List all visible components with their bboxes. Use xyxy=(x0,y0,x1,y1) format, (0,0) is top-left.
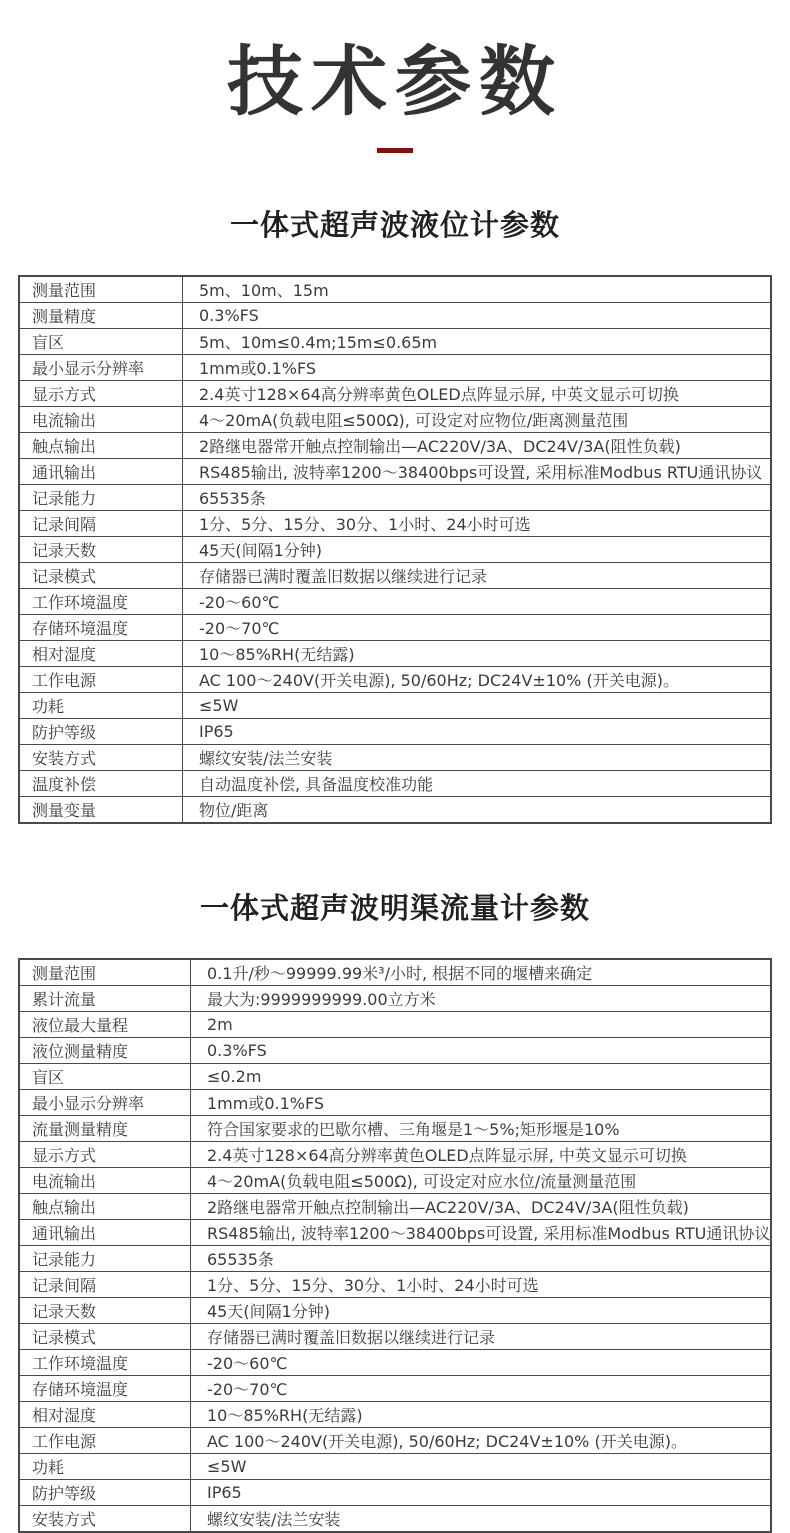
spec-value: 1分、5分、15分、30分、1小时、24小时可选 xyxy=(183,510,772,536)
table-row xyxy=(19,484,771,510)
table-row xyxy=(19,1401,771,1427)
spec-label: 液位最大量程 xyxy=(19,1011,191,1037)
spec-value: 10～85%RH(无结露) xyxy=(183,640,772,666)
spec-value: ≤0.2m xyxy=(191,1063,772,1089)
spec-label: 记录天数 xyxy=(19,536,183,562)
spec-label: 测量变量 xyxy=(19,796,183,823)
spec-value: -20～70℃ xyxy=(183,614,772,640)
spec-label: 记录模式 xyxy=(19,562,183,588)
spec-label: 记录能力 xyxy=(19,1245,191,1271)
table-row xyxy=(19,406,771,432)
spec-value: 存储器已满时覆盖旧数据以继续进行记录 xyxy=(183,562,772,588)
table-row xyxy=(19,562,771,588)
table-row xyxy=(19,1167,771,1193)
spec-label: 功耗 xyxy=(19,692,183,718)
table-row xyxy=(19,1375,771,1401)
spec-label: 安装方式 xyxy=(19,744,183,770)
table-row xyxy=(19,985,771,1011)
spec-value: 4～20mA(负载电阻≤500Ω), 可设定对应水位/流量测量范围 xyxy=(191,1167,772,1193)
page-title: 技术参数 xyxy=(227,37,563,126)
spec-value: 0.1升/秒～99999.99米³/小时, 根据不同的堰槽来确定 xyxy=(191,959,772,986)
spec-value: 最大为:9999999999.00立方米 xyxy=(191,985,772,1011)
spec-label: 存储环境温度 xyxy=(19,614,183,640)
spec-value: 2.4英寸128×64高分辨率黄色OLED点阵显示屏, 中英文显示可切换 xyxy=(183,380,772,406)
flow-meter-heading: 一体式超声波明渠流量计参数 xyxy=(199,890,590,925)
table-row xyxy=(19,1141,771,1167)
level-meter-spec-table xyxy=(18,275,772,824)
spec-value: 2m xyxy=(191,1011,772,1037)
table-row xyxy=(19,1245,771,1271)
spec-value: 物位/距离 xyxy=(183,796,772,823)
spec-value: 螺纹安装/法兰安装 xyxy=(191,1505,772,1532)
spec-label: 工作电源 xyxy=(19,666,183,692)
table-row xyxy=(19,1505,771,1532)
spec-value: RS485输出, 波特率1200～38400bps可设置, 采用标准Modbus RTU通讯协议 xyxy=(191,1219,772,1245)
table-row xyxy=(19,666,771,692)
spec-value: RS485输出, 波特率1200～38400bps可设置, 采用标准Modbus RTU通讯协议 xyxy=(183,458,772,484)
table-row xyxy=(19,1453,771,1479)
table-row xyxy=(19,692,771,718)
spec-value: 1分、5分、15分、30分、1小时、24小时可选 xyxy=(191,1271,772,1297)
table-row xyxy=(19,1063,771,1089)
table-row xyxy=(19,510,771,536)
spec-value: 螺纹安装/法兰安装 xyxy=(183,744,772,770)
spec-value: IP65 xyxy=(183,718,772,744)
spec-value: AC 100～240V(开关电源), 50/60Hz; DC24V±10% (开关电源)。 xyxy=(191,1427,772,1453)
spec-value: 10～85%RH(无结露) xyxy=(191,1401,772,1427)
table-row xyxy=(19,302,771,328)
spec-value: 0.3%FS xyxy=(183,302,772,328)
spec-value: 65535条 xyxy=(191,1245,772,1271)
table-row xyxy=(19,328,771,354)
level-meter-table-body xyxy=(19,276,771,823)
table-row xyxy=(19,1037,771,1063)
table-row xyxy=(19,1323,771,1349)
spec-value: 存储器已满时覆盖旧数据以继续进行记录 xyxy=(191,1323,772,1349)
table-row xyxy=(19,744,771,770)
section-level-meter xyxy=(0,203,790,824)
spec-value: 45天(间隔1分钟) xyxy=(183,536,772,562)
table-row xyxy=(19,718,771,744)
spec-label: 盲区 xyxy=(19,1063,191,1089)
spec-value: 4～20mA(负载电阻≤500Ω), 可设定对应物位/距离测量范围 xyxy=(183,406,772,432)
table-row xyxy=(19,588,771,614)
table-row xyxy=(19,1479,771,1505)
spec-value: -20～60℃ xyxy=(191,1349,772,1375)
spec-label: 触点输出 xyxy=(19,1193,191,1219)
spec-label: 记录天数 xyxy=(19,1297,191,1323)
spec-label: 流量测量精度 xyxy=(19,1115,191,1141)
table-row xyxy=(19,432,771,458)
spec-value: 自动温度补偿, 具备温度校准功能 xyxy=(183,770,772,796)
table-row xyxy=(19,1349,771,1375)
spec-label: 温度补偿 xyxy=(19,770,183,796)
spec-value: 0.3%FS xyxy=(191,1037,772,1063)
spec-label: 工作环境温度 xyxy=(19,1349,191,1375)
spec-label: 相对湿度 xyxy=(19,1401,191,1427)
title-accent-divider xyxy=(377,148,413,153)
table-row xyxy=(19,614,771,640)
spec-value: IP65 xyxy=(191,1479,772,1505)
table-row xyxy=(19,959,771,986)
flow-meter-table-body xyxy=(19,959,771,1532)
table-row xyxy=(19,276,771,303)
spec-label: 通讯输出 xyxy=(19,1219,191,1245)
spec-label: 测量范围 xyxy=(19,959,191,986)
table-row xyxy=(19,1219,771,1245)
table-row xyxy=(19,640,771,666)
spec-label: 记录模式 xyxy=(19,1323,191,1349)
table-row xyxy=(19,380,771,406)
spec-label: 功耗 xyxy=(19,1453,191,1479)
spec-label: 相对湿度 xyxy=(19,640,183,666)
spec-label: 最小显示分辨率 xyxy=(19,1089,191,1115)
spec-label: 工作电源 xyxy=(19,1427,191,1453)
spec-label: 记录间隔 xyxy=(19,1271,191,1297)
spec-value: 符合国家要求的巴歇尔槽、三角堰是1～5%;矩形堰是10% xyxy=(191,1115,772,1141)
table-row xyxy=(19,1115,771,1141)
table-row xyxy=(19,1427,771,1453)
spec-label: 记录间隔 xyxy=(19,510,183,536)
spec-value: -20～70℃ xyxy=(191,1375,772,1401)
spec-value: 5m、10m≤0.4m;15m≤0.65m xyxy=(183,328,772,354)
spec-label: 工作环境温度 xyxy=(19,588,183,614)
spec-value: AC 100～240V(开关电源), 50/60Hz; DC24V±10% (开关电源)。 xyxy=(183,666,772,692)
table-row xyxy=(19,1011,771,1037)
spec-label: 盲区 xyxy=(19,328,183,354)
spec-value: 2.4英寸128×64高分辨率黄色OLED点阵显示屏, 中英文显示可切换 xyxy=(191,1141,772,1167)
spec-value: 45天(间隔1分钟) xyxy=(191,1297,772,1323)
table-row xyxy=(19,1193,771,1219)
spec-value: ≤5W xyxy=(183,692,772,718)
section-flow-meter xyxy=(0,886,790,1533)
spec-value: ≤5W xyxy=(191,1453,772,1479)
spec-label: 安装方式 xyxy=(19,1505,191,1532)
spec-label: 测量范围 xyxy=(19,276,183,303)
table-row xyxy=(19,458,771,484)
spec-label: 显示方式 xyxy=(19,380,183,406)
spec-value: 65535条 xyxy=(183,484,772,510)
spec-label: 防护等级 xyxy=(19,718,183,744)
spec-label: 触点输出 xyxy=(19,432,183,458)
table-row xyxy=(19,1271,771,1297)
spec-label: 显示方式 xyxy=(19,1141,191,1167)
spec-value: 2路继电器常开触点控制输出—AC220V/3A、DC24V/3A(阻性负载) xyxy=(191,1193,772,1219)
spec-label: 电流输出 xyxy=(19,406,183,432)
table-row xyxy=(19,536,771,562)
spec-value: 5m、10m、15m xyxy=(183,276,772,303)
spec-label: 防护等级 xyxy=(19,1479,191,1505)
table-row xyxy=(19,354,771,380)
table-row xyxy=(19,1089,771,1115)
table-row xyxy=(19,796,771,823)
table-row xyxy=(19,1297,771,1323)
spec-value: 2路继电器常开触点控制输出—AC220V/3A、DC24V/3A(阻性负载) xyxy=(183,432,772,458)
table-row xyxy=(19,770,771,796)
flow-meter-spec-table xyxy=(18,958,772,1533)
level-meter-heading: 一体式超声波液位计参数 xyxy=(229,207,560,242)
spec-label: 通讯输出 xyxy=(19,458,183,484)
spec-label: 记录能力 xyxy=(19,484,183,510)
spec-label: 最小显示分辨率 xyxy=(19,354,183,380)
spec-value: -20～60℃ xyxy=(183,588,772,614)
spec-label: 电流输出 xyxy=(19,1167,191,1193)
spec-value: 1mm或0.1%FS xyxy=(191,1089,772,1115)
spec-value: 1mm或0.1%FS xyxy=(183,354,772,380)
spec-label: 液位测量精度 xyxy=(19,1037,191,1063)
spec-label: 存储环境温度 xyxy=(19,1375,191,1401)
spec-label: 累计流量 xyxy=(19,985,191,1011)
spec-label: 测量精度 xyxy=(19,302,183,328)
